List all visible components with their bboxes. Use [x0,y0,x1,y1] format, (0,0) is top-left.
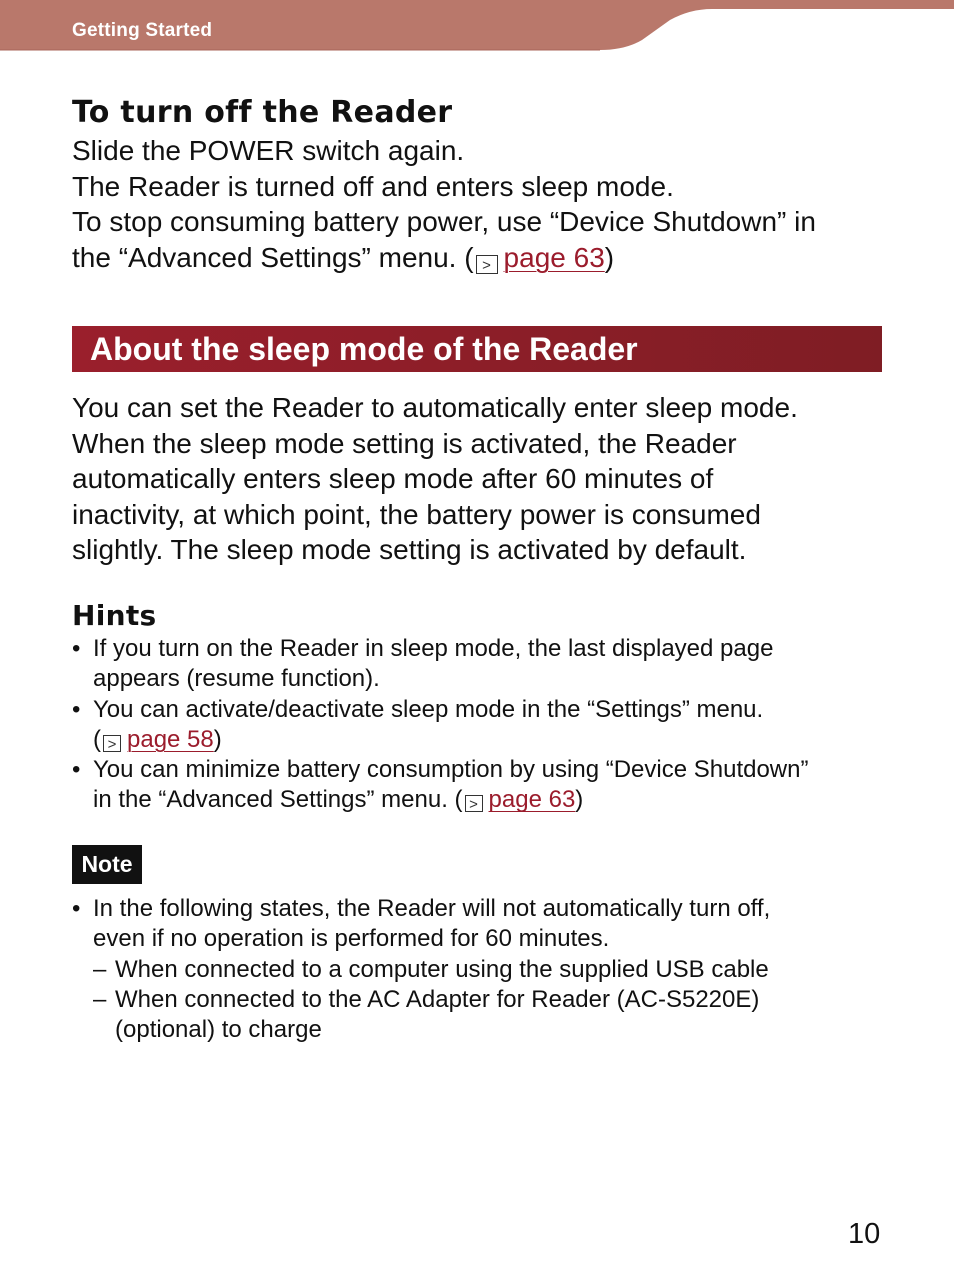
page-ref-arrow-icon: > [476,255,498,274]
bullet-icon: • [72,695,81,723]
text-line: You can set the Reader to automatically enter sleep mode. [72,392,798,423]
bullet-icon: • [72,895,81,922]
hints-heading: Hints [72,599,157,632]
note-badge: Note [72,845,142,884]
text-line: slightly. The sleep mode setting is activated by default. [72,534,747,565]
text-line: The Reader is turned off and enters sleep mode. [72,170,674,202]
page-63-link[interactable]: page 63 [503,241,605,273]
turn-off-paragraph [72,133,888,275]
list-item: • You can activate/deactivate sleep mode in the “Settings” menu. ( > page 58) [72,695,764,753]
page-number: 10 [848,1218,881,1250]
page-58-link[interactable]: page 58 [127,725,214,753]
page-ref-arrow-icon: > [103,735,121,752]
page-63-link[interactable]: page 63 [488,786,576,814]
turn-off-heading: To turn off the Reader [72,95,453,130]
text-line: the “Advanced Settings” menu. ( > page 63) [72,241,615,274]
hints-list [72,634,888,816]
text-line: automatically enters sleep mode after 60 minutes of [72,463,714,494]
text-line: inactivity, at which point, the battery power is consumed [72,498,761,530]
section-label: Getting Started [72,20,213,41]
list-item: • If you turn on the Reader in sleep mode, the last displayed page appears (resume function). [72,635,774,693]
sub-list-item: – When connected to the AC Adapter for Reader (AC-S5220E) (optional) to charge [93,985,760,1044]
sleep-mode-section-title: About the sleep mode of the Reader [72,326,882,372]
text-line: To stop consuming battery power, use “Device Shutdown” in [72,206,816,237]
sub-list-item: – When connected to a computer using the supplied USB cable [93,955,769,983]
text-line: Slide the POWER switch again. [72,135,465,166]
list-item: • You can minimize battery consumption by using “Device Shutdown” in the “Advanced Settings” menu. ( > page 63) [72,756,809,814]
list-item: • In the following states, the Reader will not automatically turn off, even if no operation is performed for 60 minutes. – When connected to a computer using the supplied USB cable – When connected to the AC Adapter for Reader (AC-S5220E) (optional) to charge [72,894,888,1045]
note-list [72,894,888,1045]
bullet-icon: • [72,635,81,662]
bullet-icon: • [72,756,81,784]
sleep-mode-paragraph [72,390,888,568]
page-ref-arrow-icon: > [465,795,483,812]
text-line: When the sleep mode setting is activated, the Reader [72,427,737,459]
